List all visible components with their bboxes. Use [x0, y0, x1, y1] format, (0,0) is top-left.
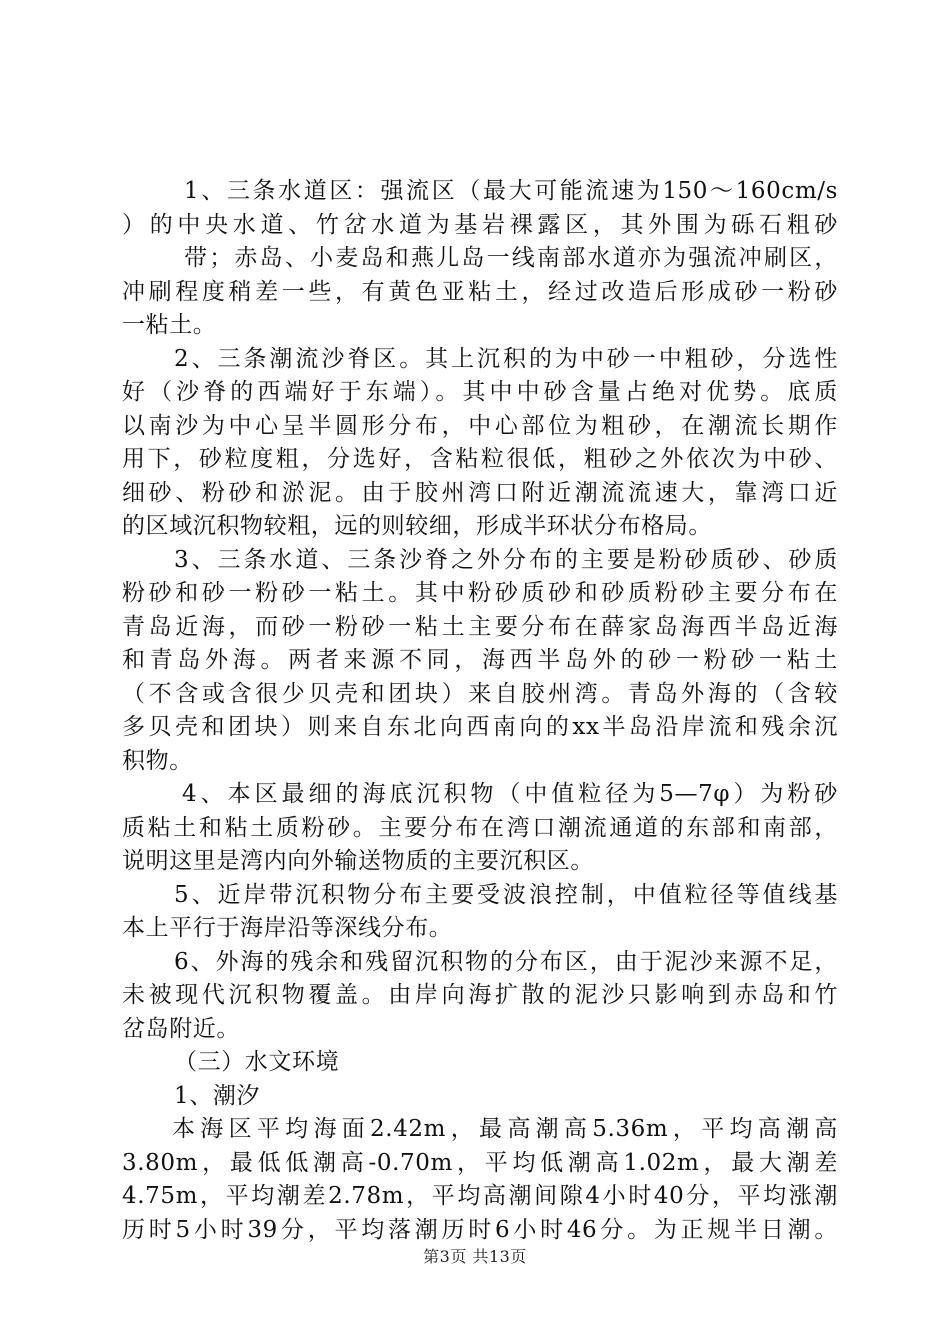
paragraph-4-line-3: 说明这里是湾内向外输送物质的主要沉积区。	[122, 848, 594, 874]
paragraph-2-line-3: 以南沙为中心呈半圆形分布，中心部位为粗砂，在潮流长期作	[122, 412, 838, 439]
paragraph-2-line-6: 的区域沉积物较粗，远的则较细，形成半环状分布格局。	[122, 513, 712, 539]
paragraph-1-line-4: 冲刷程度稍差一些，有黄色亚粘土，经过改造后形成砂一粉砂	[122, 278, 838, 305]
paragraph-5-line-2: 本上平行于海岸沿等深线分布。	[122, 915, 453, 941]
paragraph-6-line-2: 未被现代沉积物覆盖。由岸向海扩散的泥沙只影响到赤岛和竹	[122, 982, 838, 1008]
paragraph-1-line-5: 一粘土。	[122, 312, 217, 338]
paragraph-2-line-1: 2、三条潮流沙脊区。其上沉积的为中砂一中粗砂，分选性	[174, 345, 838, 372]
paragraph-7-line-1: 本海区平均海面2.42m，最高潮高5.36m，平均高潮高	[172, 1116, 838, 1142]
section-heading: （三）水文环境	[174, 1049, 340, 1075]
paragraph-3-line-1: 3、三条水道、三条沙脊之外分布的主要是粉砂质砂、砂质	[174, 546, 838, 573]
paragraph-6-line-1: 6、外海的残余和残留沉积物的分布区，由于泥沙来源不足，	[174, 948, 838, 975]
paragraph-3-line-4: 和青岛外海。两者来源不同，海西半岛外的砂一粉砂一粘土	[122, 647, 838, 673]
paragraph-5-line-1: 5、近岸带沉积物分布主要受波浪控制，中值粒径等值线基	[174, 881, 838, 908]
page-footer: 第3页 共13页	[423, 1247, 527, 1266]
paragraph-6-line-3: 岔岛附近。	[122, 1015, 240, 1042]
paragraph-3-line-2: 粉砂和砂一粉砂一粘土。其中粉砂质砂和砂质粉砂主要分布在	[122, 580, 838, 606]
paragraph-3-line-6: 多贝壳和团块）则来自东北向西南向的xx半岛沿岸流和残余沉	[122, 714, 838, 740]
paragraph-1-line-2: ）的中央水道、竹岔水道为基岩裸露区，其外围为砾石粗砂	[122, 211, 838, 238]
paragraph-7-line-2: 3.80m，最低低潮高-0.70m，平均低潮高1.02m，最大潮差	[122, 1149, 838, 1176]
paragraph-4-line-1: 4、本区最细的海底沉积物（中值粒径为5—7φ）为粉砂	[182, 781, 838, 807]
paragraph-7-line-4: 历时5小时39分，平均落潮历时6小时46分。为正规半日潮。	[122, 1216, 838, 1243]
paragraph-3-line-5: （不含或含很少贝壳和团块）来自胶州湾。青岛外海的（含较	[122, 680, 838, 707]
paragraph-7-line-3: 4.75m，平均潮差2.78m，平均高潮间隙4小时40分，平均涨潮	[122, 1183, 838, 1209]
paragraph-4-line-2: 质粘土和粘土质粉砂。主要分布在湾口潮流通道的东部和南部，	[122, 814, 838, 841]
paragraph-1-line-3: 带；赤岛、小麦岛和燕儿岛一线南部水道亦为强流冲刷区，	[184, 245, 838, 271]
document-body	[122, 175, 838, 1247]
subsection-heading: 1、潮汐	[174, 1082, 261, 1109]
paragraph-2-line-2: 好（沙脊的西端好于东端）。其中中砂含量占绝对优势。底质	[122, 379, 838, 405]
paragraph-3-line-3: 青岛近海，而砂一粉砂一粘土主要分布在薛家岛海西半岛近海	[122, 613, 838, 640]
paragraph-2-line-5: 细砂、粉砂和淤泥。由于胶州湾口附近潮流流速大，靠湾口近	[122, 479, 838, 506]
paragraph-3-line-7: 积物。	[122, 747, 193, 774]
paragraph-1-line-1: 1、三条水道区：强流区（最大可能流速为150～160cm/s	[184, 178, 838, 204]
paragraph-2-line-4: 用下，砂粒度粗，分选好，含粘粒很低，粗砂之外依次为中砂、	[122, 446, 838, 472]
